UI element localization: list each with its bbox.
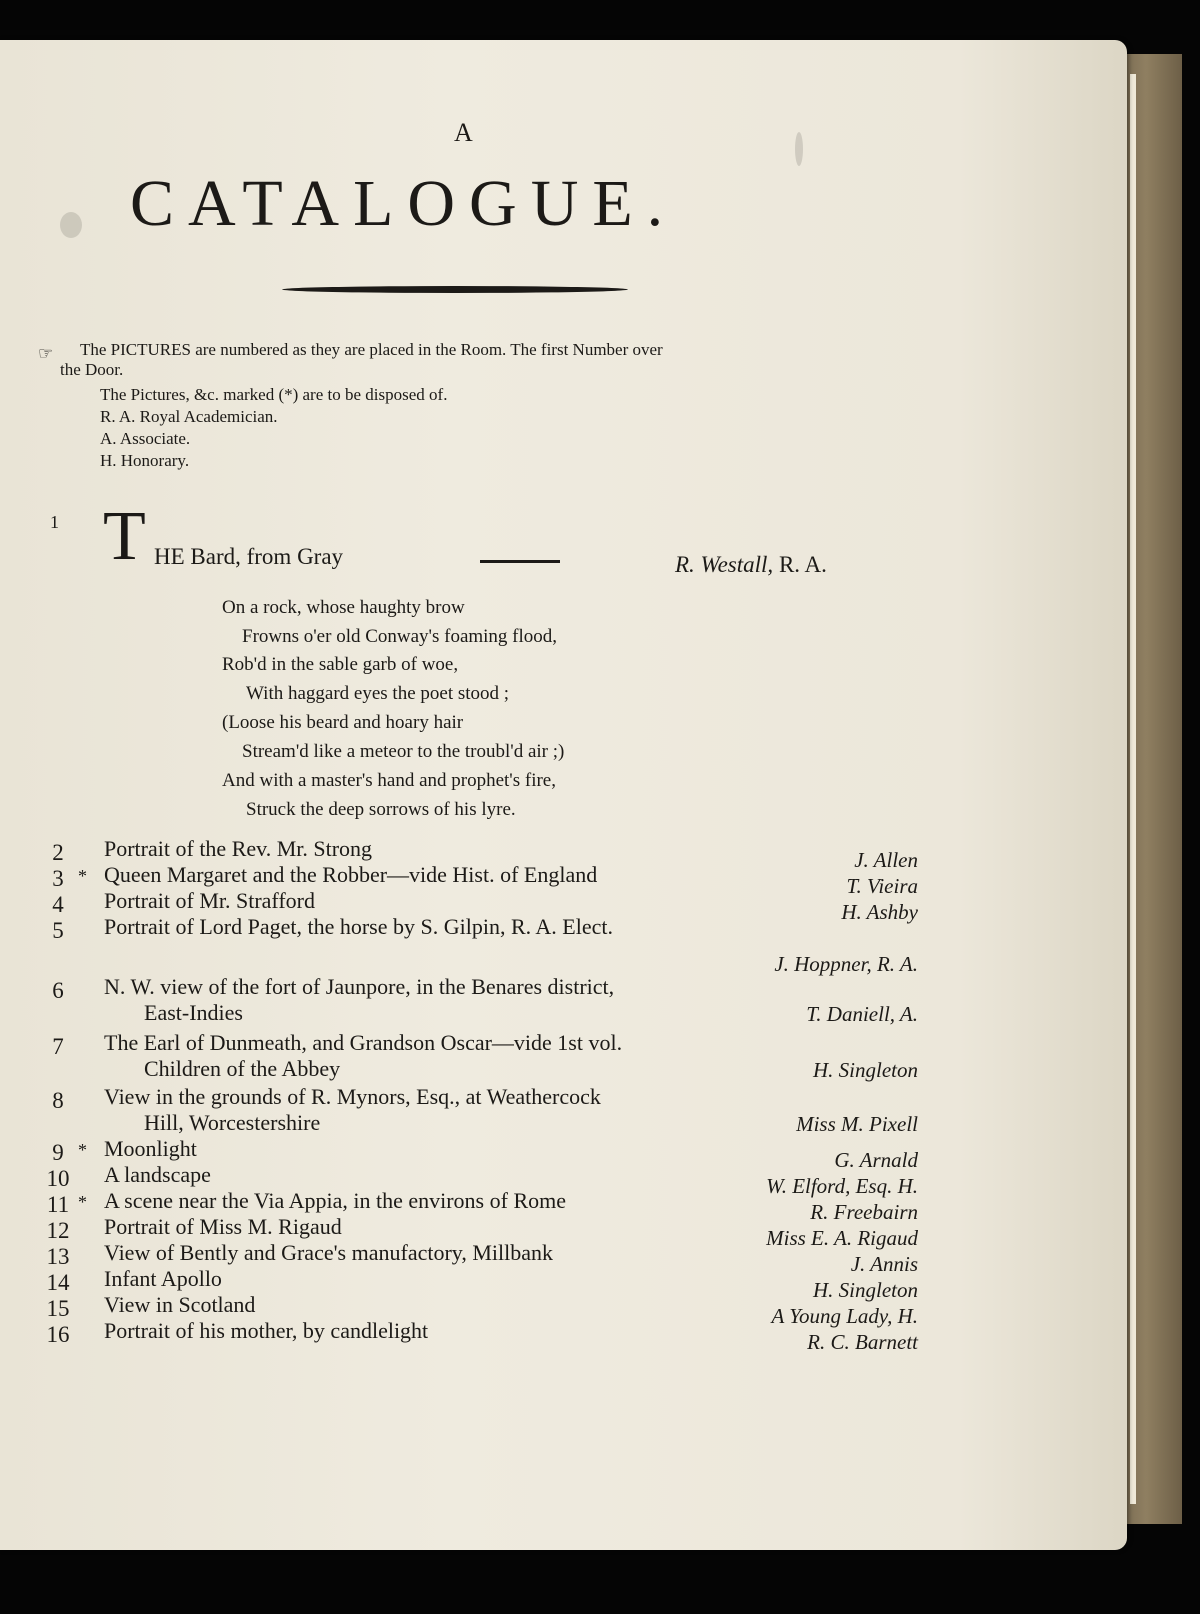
note-line-2: The Pictures, &c. marked (*) are to be disposed of. [100, 385, 448, 404]
entry-title: Queen Margaret and the Robber—vide Hist. of England [104, 862, 598, 887]
entry-artist: W. Elford, Esq. H. [766, 1174, 918, 1198]
entry-title-continued: East-Indies [144, 1000, 243, 1025]
entry-number: 1 [50, 512, 59, 532]
verse-line: On a rock, whose haughty brow [222, 597, 465, 618]
entry-title: View of Bently and Grace's manufactory, Millbank [104, 1240, 554, 1265]
entry-artist: H. Singleton [813, 1278, 918, 1302]
entry-title-continued: Children of the Abbey [144, 1056, 341, 1081]
entry-artist: A Young Lady, H. [771, 1304, 918, 1328]
entry-number: 11 [46, 1192, 70, 1217]
entry-number: 6 [52, 978, 64, 1003]
page-title: CATALOGUE. [130, 167, 678, 240]
verse-line: Struck the deep sorrows of his lyre. [246, 799, 516, 820]
drop-cap: T [103, 498, 146, 575]
entry-artist: R. Freebairn [810, 1200, 918, 1224]
entry-title-text: HE Bard, from Gray [154, 544, 344, 569]
entry-title: Moonlight [104, 1136, 197, 1161]
entry-artist: Miss M. Pixell [796, 1112, 918, 1136]
ink-blot [795, 132, 803, 166]
entry-artist: R. C. Barnett [807, 1330, 918, 1354]
entry-number: 15 [46, 1296, 70, 1321]
entry-title: A scene near the Via Appia, in the environs of Rome [104, 1188, 566, 1213]
heading-small: A [454, 118, 475, 147]
note-line-4: A. Associate. [100, 429, 191, 448]
entry-title: View in Scotland [104, 1292, 256, 1317]
disposal-mark: * [78, 1140, 87, 1160]
ink-blot [60, 212, 82, 238]
entry-artist: G. Arnald [834, 1148, 918, 1172]
entry-title: N. W. view of the fort of Jaunpore, in the Benares district, [104, 974, 615, 999]
entry-artist: Miss E. A. Rigaud [766, 1226, 918, 1250]
verse-line: Rob'd in the sable garb of woe, [222, 654, 459, 675]
note-line-1b: the Door. [60, 360, 124, 379]
note-line-1: The PICTURES are numbered as they are placed in the Room. The first Number over [80, 340, 663, 359]
entry-artist: J. Annis [850, 1252, 918, 1276]
entry-title: Infant Apollo [104, 1266, 222, 1291]
entry-artist: H. Ashby [841, 900, 918, 924]
entry-number: 9 [52, 1140, 64, 1165]
entry-title: Portrait of the Rev. Mr. Strong [104, 836, 373, 861]
entry-title-continued: Hill, Worcestershire [144, 1110, 321, 1135]
title-rule [282, 286, 628, 293]
entry-title: Portrait of Lord Paget, the horse by S. Gilpin, R. A. Elect. [104, 914, 613, 939]
artist-name: R. Westall, [675, 552, 774, 577]
book-cover-edge [1122, 54, 1182, 1524]
entry-title: Portrait of his mother, by candlelight [104, 1318, 429, 1343]
entry-title: View in the grounds of R. Mynors, Esq., at Weathercock [104, 1084, 601, 1109]
verse-line: Frowns o'er old Conway's foaming flood, [242, 626, 558, 647]
disposal-mark: * [78, 1192, 87, 1212]
entry-artist [675, 552, 827, 578]
entry-artist: H. Singleton [813, 1058, 918, 1082]
note-line-5: H. Honorary. [100, 451, 190, 470]
entry-title: Portrait of Miss M. Rigaud [104, 1214, 342, 1239]
verse-line: With haggard eyes the poet stood ; [246, 683, 510, 704]
entry-artist: J. Hoppner, R. A. [774, 952, 918, 976]
entry-artist: T. Daniell, A. [806, 1002, 918, 1026]
entry-title [154, 544, 343, 570]
entry-number: 4 [52, 892, 64, 917]
entry-number: 5 [52, 918, 64, 943]
entry-number: 3 [52, 866, 64, 891]
pointing-hand-icon: ☞ [38, 344, 54, 363]
entry-artist: J. Allen [854, 848, 918, 872]
entry-number: 16 [46, 1322, 70, 1347]
verse-line: (Loose his beard and hoary hair [222, 712, 464, 733]
entry-number: 8 [52, 1088, 64, 1113]
entry-title: Portrait of Mr. Strafford [104, 888, 316, 913]
entry-artist: T. Vieira [846, 874, 918, 898]
entry-number: 2 [52, 840, 64, 865]
verse-line: Stream'd like a meteor to the troubl'd air ;) [242, 741, 565, 762]
artist-suffix: R. A. [778, 552, 827, 577]
verse-line: And with a master's hand and prophet's fire, [222, 770, 556, 791]
entry-number: 12 [46, 1218, 70, 1243]
note-line-3: R. A. Royal Academician. [100, 407, 278, 426]
entry-number: 13 [46, 1244, 70, 1269]
entry-title: A landscape [104, 1162, 211, 1187]
entry-number: 7 [52, 1034, 64, 1059]
entry-title: The Earl of Dunmeath, and Grandson Oscar—vide 1st vol. [104, 1030, 623, 1055]
entry-number: 14 [46, 1270, 70, 1295]
dash-rule [480, 560, 560, 563]
disposal-mark: * [78, 866, 87, 886]
entry-number: 10 [46, 1166, 70, 1191]
